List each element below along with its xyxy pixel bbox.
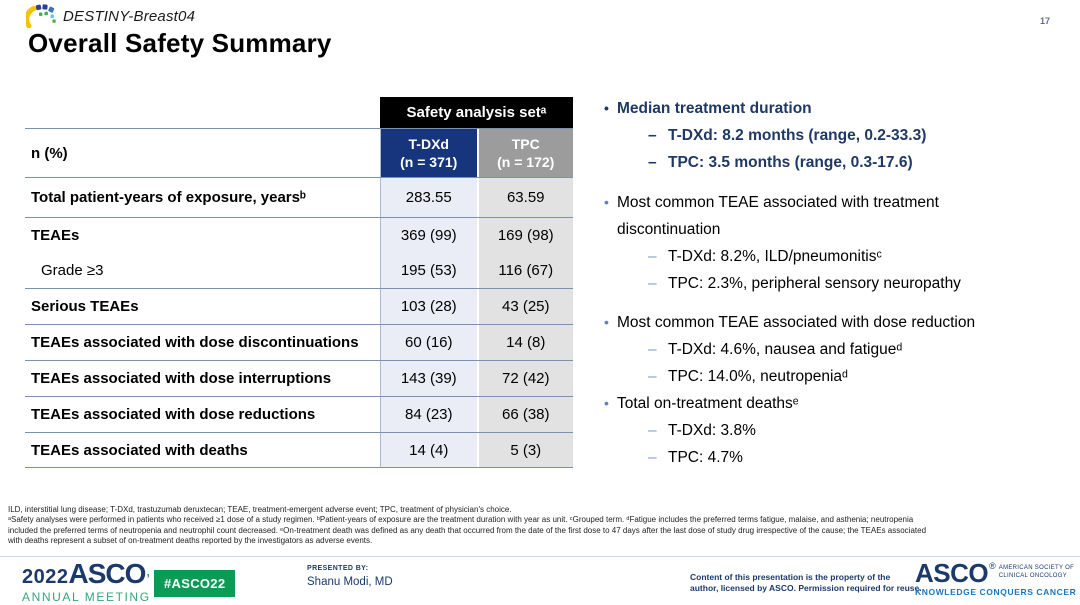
footnote-line: with deaths represent a subset of on-treatment deaths reported by the investigators as adverse events. — [8, 536, 373, 546]
table-row — [25, 217, 573, 252]
row-label: TEAEs associated with dose discontinuations — [25, 325, 380, 360]
bullet-subitem: T-DXd: 8.2%, ILD/pneumonitisᶜ — [668, 248, 882, 265]
org-sub-line: AMERICAN SOCIETY OF — [998, 565, 1075, 571]
tdxd-value: 103 (28) — [380, 289, 477, 324]
bullet-subitem: T-DXd: 4.6%, nausea and fatigueᵈ — [668, 341, 903, 358]
bullet-on-treatment-deaths — [604, 390, 1066, 471]
bullet-heading: Median treatment duration — [617, 100, 812, 117]
safety-table — [25, 97, 573, 468]
tdxd-value: 84 (23) — [380, 397, 477, 432]
dash-icon: – — [648, 248, 657, 265]
meeting-sub: ANNUAL MEETING — [22, 590, 151, 604]
notice-line: Content of this presentation is the property of the — [690, 572, 891, 582]
table-banner: Safety analysis setᵃ — [380, 97, 573, 128]
tdxd-value: 143 (39) — [380, 361, 477, 396]
tpc-name: TPC — [511, 136, 540, 152]
tdxd-value: 60 (16) — [380, 325, 477, 360]
dash-icon: – — [648, 154, 657, 171]
bullet-median-treatment-duration — [604, 95, 1066, 176]
study-name: DESTINY-Breast04 — [63, 7, 196, 25]
bullet-teae-discontinuation — [604, 189, 1066, 297]
footnote-line: ILD, interstitial lung disease; T-DXd, trastuzumab deruxtecan; TEAE, treatment-emergent adverse event; TPC, treatment of physician's choice. — [8, 505, 512, 514]
asco-tagline: KNOWLEDGE CONQUERS CANCER — [915, 587, 1077, 597]
table-row — [25, 288, 573, 324]
table-row — [25, 432, 573, 468]
column-header-tdxd — [380, 129, 477, 177]
tdxd-value: 195 (53) — [380, 252, 477, 288]
hashtag-badge: #ASCO22 — [154, 570, 235, 597]
bullet-subitem: TPC: 14.0%, neutropeniaᵈ — [668, 368, 848, 385]
table-row — [25, 177, 573, 217]
row-label: TEAEs associated with dose interruptions — [25, 361, 380, 396]
bullet-icon: • — [604, 100, 609, 116]
dash-icon: – — [648, 422, 657, 439]
table-row — [25, 396, 573, 432]
footnote-line: ᵃSafety analyses were performed in patients who received ≥1 dose of a study regimen. ᵇPatient-years of exposure are the treatment duration with year as unit. ᶜGrouped term. ᵈFatigue includes the preferred terms fatigue, malaise, and asthenia; neutropenia — [8, 515, 914, 525]
row-label: Serious TEAEs — [25, 289, 380, 324]
notice-line: author, licensed by ASCO. Permission required for reuse. — [690, 583, 922, 593]
dash-icon: – — [648, 127, 657, 144]
bullet-subitem: T-DXd: 8.2 months (range, 0.2-33.3) — [668, 127, 927, 144]
bullet-icon: • — [604, 314, 609, 330]
row-label: Grade ≥3 — [25, 252, 380, 288]
tpc-value: 72 (42) — [477, 361, 574, 396]
tpc-value: 66 (38) — [477, 397, 574, 432]
bullet-heading: Most common TEAE associated with dose reduction — [617, 314, 976, 331]
row-label: Total patient-years of exposure, yearsᵇ — [25, 178, 380, 217]
bullet-icon: • — [604, 194, 609, 210]
dash-icon: – — [648, 341, 657, 358]
meeting-tick-icon: ’ — [146, 571, 151, 586]
row-label-header: n (%) — [25, 129, 380, 177]
dash-icon: – — [648, 368, 657, 385]
asco-wordmark: ASCO — [915, 558, 989, 588]
bullet-subitem: T-DXd: 3.8% — [668, 422, 756, 439]
bullet-heading: Most common TEAE associated with treatment discontinuation — [617, 194, 939, 238]
footnote-line: included the preferred terms of neutropenia and neutrophil count decreased. ᵉOn-treatment death was defined as any death that occurred from the date of the first dose to 47 days after the last dose of study drug irrespective of the cause; the TEAEs associated — [8, 525, 927, 535]
bullet-subitem: TPC: 2.3%, peripheral sensory neuropathy — [668, 275, 961, 292]
tpc-value: 14 (8) — [477, 325, 574, 360]
tdxd-value: 14 (4) — [380, 433, 477, 467]
footnotes — [8, 505, 1074, 547]
study-header — [26, 4, 195, 28]
tdxd-name: T-DXd — [408, 136, 449, 152]
meeting-year: 2022 — [22, 566, 69, 588]
tpc-value: 116 (67) — [477, 252, 574, 288]
tdxd-value: 369 (99) — [380, 218, 477, 252]
summary-bullets — [604, 95, 1066, 471]
page-number: 17 — [1039, 16, 1050, 26]
tpc-value: 5 (3) — [477, 433, 574, 467]
tpc-n: (n = 172) — [497, 154, 555, 170]
column-header-tpc — [477, 129, 574, 177]
row-label: TEAEs associated with deaths — [25, 433, 380, 467]
copyright-notice — [690, 572, 922, 594]
org-sub-line: CLINICAL ONCOLOGY — [998, 572, 1067, 579]
page-title: Overall Safety Summary — [28, 28, 332, 58]
tpc-value: 63.59 — [477, 178, 574, 217]
destiny-breast04-logo-icon — [26, 4, 56, 28]
table-row — [25, 360, 573, 396]
presented-by-label: PRESENTED BY: — [307, 565, 369, 572]
bullet-subitem: TPC: 4.7% — [668, 449, 743, 466]
tdxd-value: 283.55 — [380, 178, 477, 217]
tdxd-n: (n = 371) — [400, 154, 458, 170]
table-row — [25, 252, 573, 288]
tpc-value: 43 (25) — [477, 289, 574, 324]
registered-mark-icon: ® — [989, 561, 996, 571]
bullet-icon: • — [604, 395, 609, 411]
meeting-org: ASCO — [68, 558, 146, 589]
asco-annual-meeting-logo — [22, 558, 151, 604]
bullet-subitem: TPC: 3.5 months (range, 0.3-17.6) — [668, 154, 913, 171]
tpc-value: 169 (98) — [477, 218, 574, 252]
row-label: TEAEs associated with dose reductions — [25, 397, 380, 432]
presenter-name: Shanu Modi, MD — [307, 576, 393, 588]
dash-icon: – — [648, 449, 657, 466]
footer-divider — [0, 556, 1080, 557]
asco-org-logo — [915, 558, 1077, 597]
table-row — [25, 324, 573, 360]
dash-icon: – — [648, 275, 657, 292]
presented-by-block — [307, 565, 393, 588]
asco-org-subtitle — [999, 561, 1074, 580]
bullet-teae-dose-reduction — [604, 309, 1066, 390]
bullet-heading: Total on-treatment deathsᵉ — [617, 395, 799, 412]
row-label: TEAEs — [25, 218, 380, 252]
table-header-row — [25, 128, 573, 177]
